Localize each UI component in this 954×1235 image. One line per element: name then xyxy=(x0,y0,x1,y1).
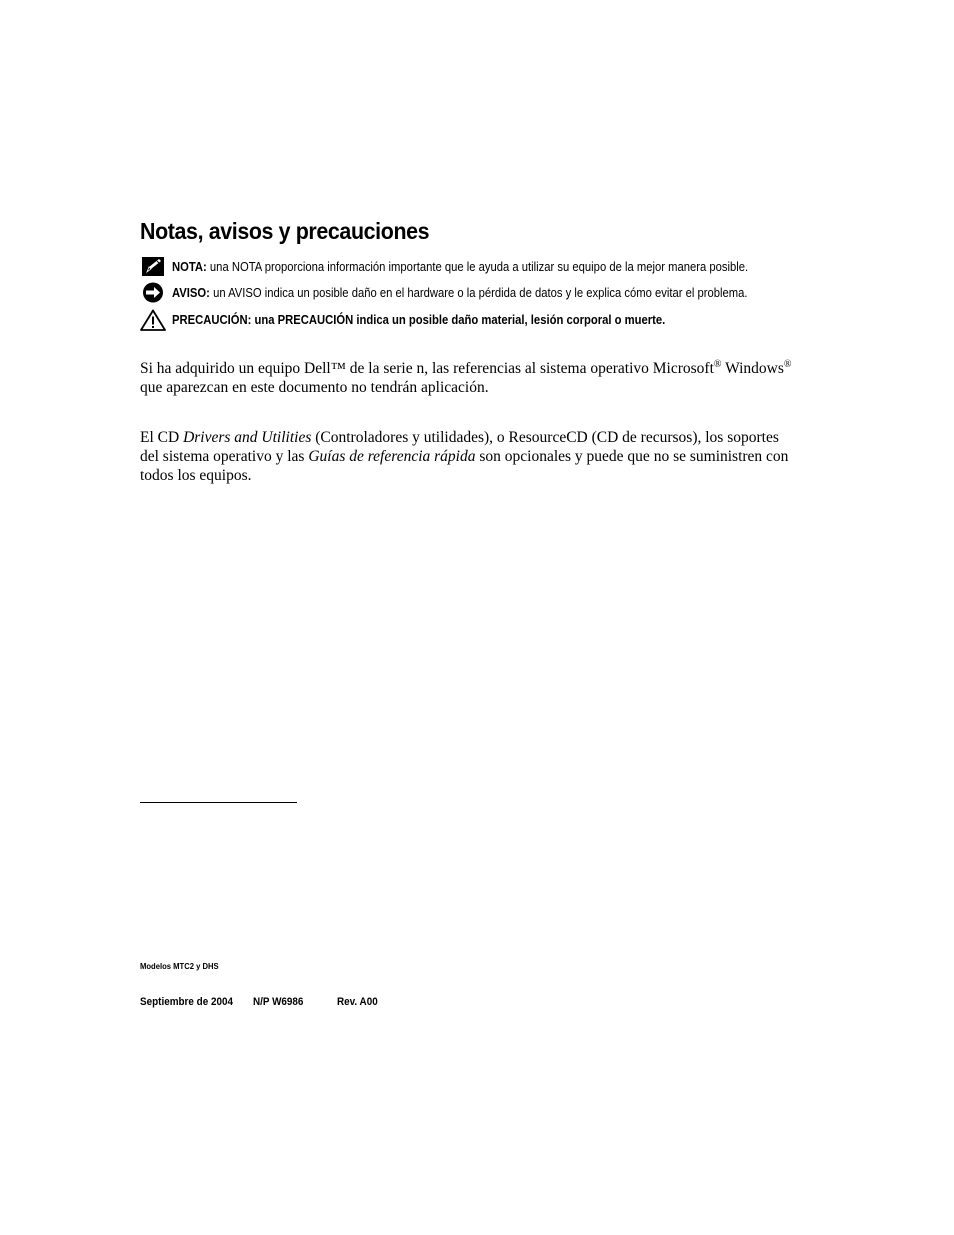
note-text xyxy=(172,260,748,274)
notice-label: AVISO: xyxy=(172,286,210,300)
para1-text-3: que aparezcan en este documento no tendrán aplicación. xyxy=(140,379,489,396)
pencil-note-icon xyxy=(140,256,166,278)
para1-text-2: Windows xyxy=(721,360,784,377)
notice-body: un AVISO indica un posible daño en el hardware o la pérdida de datos y le explica cómo evitar el problema. xyxy=(213,286,748,300)
drivers-utilities-title: Drivers and Utilities xyxy=(183,429,312,446)
note-label: NOTA: xyxy=(172,260,207,274)
para1-text-1: Si ha adquirido un equipo Dell™ de la serie n, las referencias al sistema operativo Microsoft xyxy=(140,360,714,377)
registered-mark: ® xyxy=(713,359,722,370)
caution-body: una PRECAUCIÓN indica un posible daño material, lesión corporal o muerte. xyxy=(254,313,666,327)
notice-arrow-icon xyxy=(140,282,166,304)
footer-revision: Rev. A00 xyxy=(337,996,378,1008)
registered-mark: ® xyxy=(783,359,792,370)
page-title: Notas, avisos y precauciones xyxy=(140,218,430,244)
media-optional-paragraph xyxy=(140,428,800,485)
footer-part-number: N/P W6986 xyxy=(253,996,304,1008)
caution-text xyxy=(172,313,665,327)
para2-text-3: son opcionales y puede que no se suministren con todos los equipos. xyxy=(140,448,789,484)
notice-text xyxy=(172,286,748,300)
divider xyxy=(140,802,297,803)
para2-text-1: El CD xyxy=(140,429,184,446)
note-body: una NOTA proporciona información importante que le ayuda a utilizar su equipo de la mejor manera posible. xyxy=(209,260,749,274)
quick-reference-title: Guías de referencia rápida xyxy=(308,448,476,465)
para2-text-2: (Controladores y utilidades), o ResourceCD (CD de recursos), los soportes del sistema operativo y las xyxy=(140,429,779,465)
footer-date: Septiembre de 2004 xyxy=(140,996,234,1008)
caution-triangle-icon xyxy=(140,309,166,331)
models-line: Modelos MTC2 y DHS xyxy=(140,961,219,971)
os-reference-paragraph xyxy=(140,359,800,397)
caution-label: PRECAUCIÓN: xyxy=(172,313,252,327)
